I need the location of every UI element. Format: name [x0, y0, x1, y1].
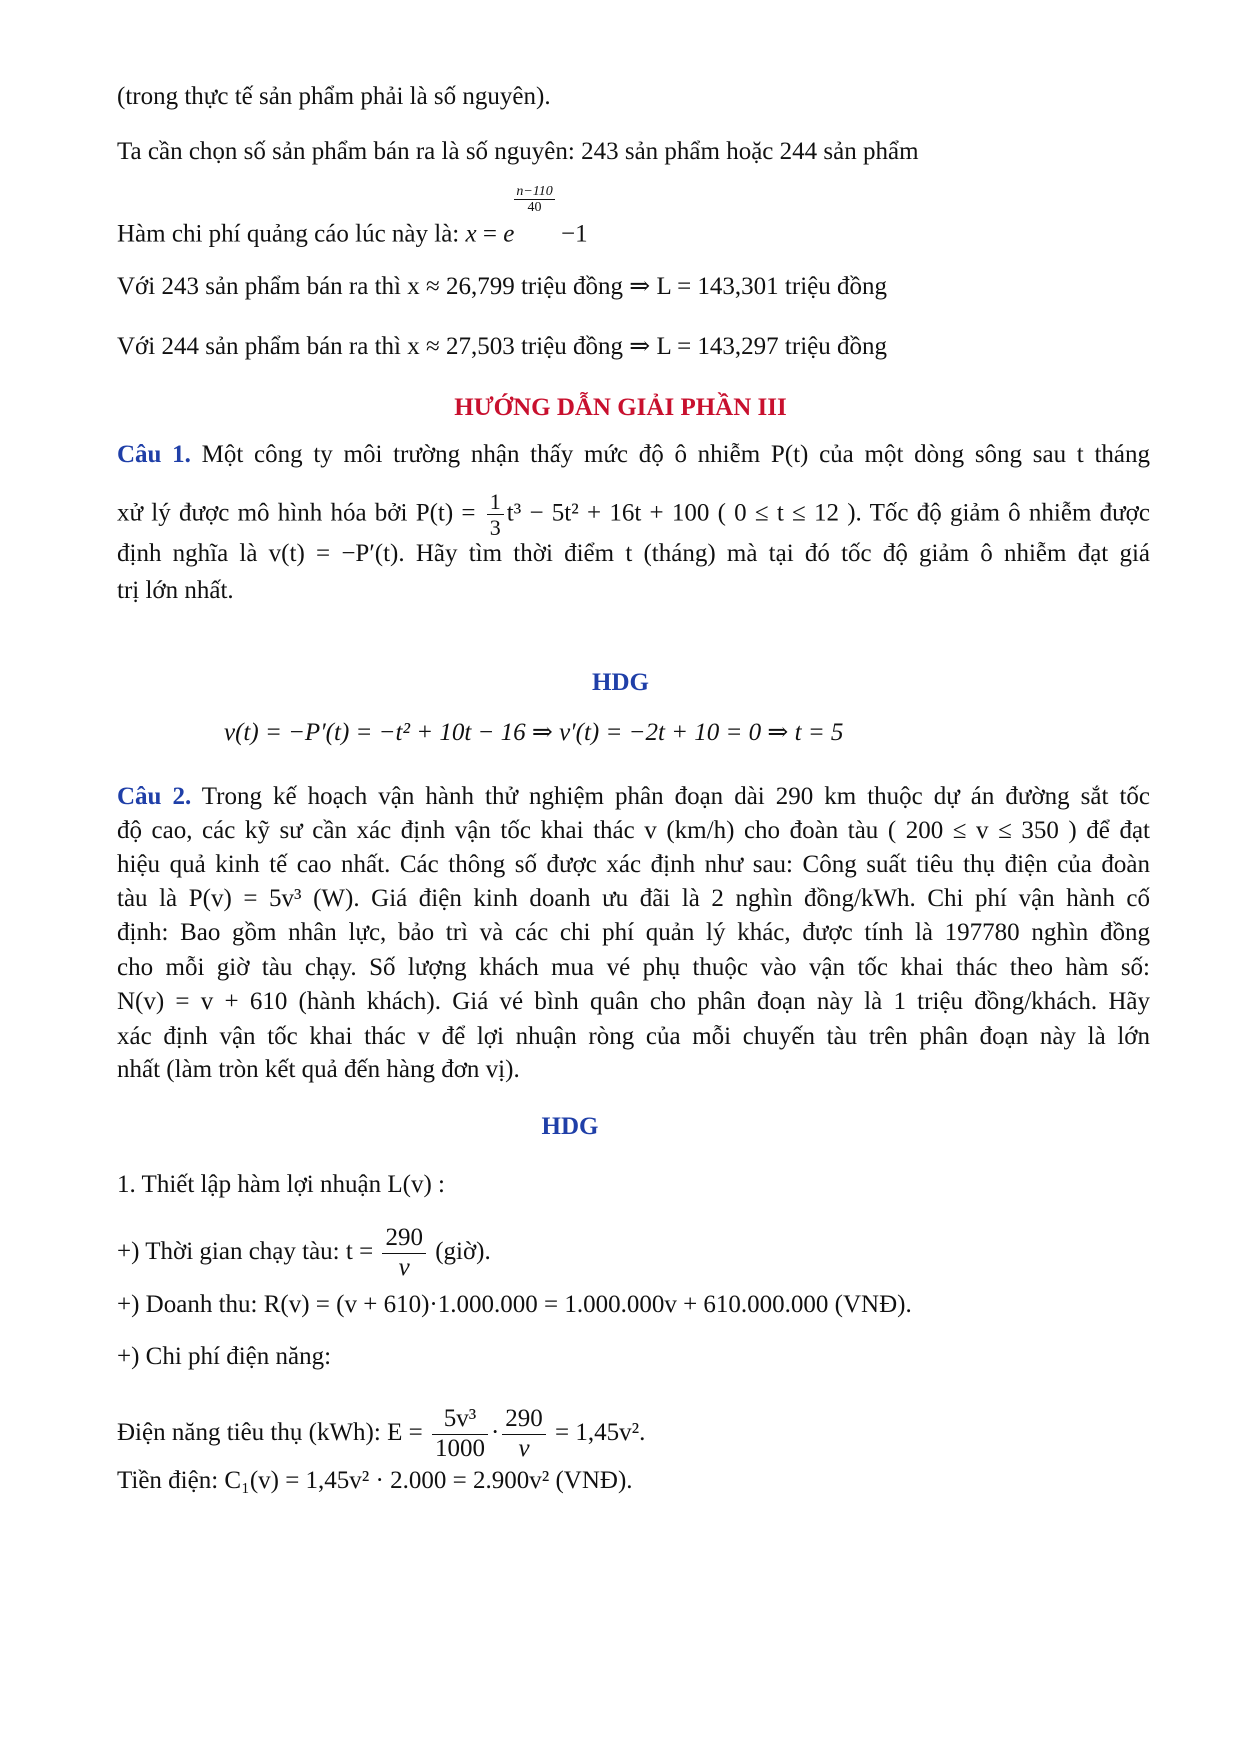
q2-line: xác định vận tốc khai thác v để lợi nhuận ròng của mỗi chuyến tàu trên phân đoạn này là lớn: [117, 1023, 1150, 1050]
fraction: [502, 1405, 546, 1464]
fraction: [382, 1224, 426, 1283]
q2-line: hiệu quả kinh tế cao nhất. Các thông số được xác định như sau: Công suất tiêu thụ điện của đoàn: [117, 851, 1150, 878]
q2-line: định: Bao gồm nhân lực, bảo trì và các chi phí quản lý khác, được tính là 197780 nghìn đồng: [117, 919, 1150, 946]
fraction-denominator: 1000: [434, 1434, 485, 1462]
text: t³ − 5t² + 16t + 100 ( 0 ≤ t ≤ 12 ). Tốc độ giảm ô nhiễm được: [506, 499, 1150, 527]
hdg-heading: HDG: [592, 669, 649, 696]
math-x-equals: x: [465, 220, 477, 248]
text-line: Với 244 sản phẩm bán ra thì x ≈ 27,503 triệu đồng ⇒ L = 143,297 triệu đồng: [117, 333, 887, 360]
fraction: [487, 489, 504, 541]
fraction-denominator: 3: [489, 515, 501, 541]
q2-line: nhất (làm tròn kết quả đến hàng đơn vị).: [117, 1056, 520, 1083]
text: Hàm chi phí quảng cáo lúc này là:: [117, 220, 466, 248]
fraction-numerator: 1: [487, 489, 504, 515]
solution-step: 1. Thiết lập hàm lợi nhuận L(v) :: [117, 1171, 445, 1198]
math-e: e: [503, 220, 515, 248]
exponent-numerator: n−110: [516, 184, 553, 199]
solution-step: [117, 1224, 491, 1283]
q1-solution: v(t) = −P′(t) = −t² + 10t − 16 ⇒ v′(t) = −2t + 10 = 0 ⇒ t = 5: [224, 719, 844, 746]
solution-step: Tiền điện: C₁(v) = 1,45v² · 2.000 = 2.900v² (VNĐ).: [117, 1467, 633, 1494]
q1-label: Câu 1.: [117, 441, 191, 468]
text-line: Ta cần chọn số sản phẩm bán ra là số nguyên: 243 sản phẩm hoặc 244 sản phẩm: [117, 138, 919, 165]
text: Trong kế hoạch vận hành thử nghiệm phân đoạn dài 290 km thuộc dự án đường sắt tốc: [191, 783, 1150, 810]
text-line: (trong thực tế sản phẩm phải là số nguyên).: [117, 83, 551, 110]
text: +) Thời gian chạy tàu: t =: [117, 1237, 380, 1265]
exponent-denominator: 40: [527, 200, 542, 216]
q1-line: trị lớn nhất.: [117, 577, 234, 604]
text: Một công ty môi trường nhận thấy mức độ ô nhiễm P(t) của một dòng sông sau t tháng: [190, 441, 1150, 468]
q2-line: độ cao, các kỹ sư cần xác định vận tốc khai thác v (km/h) cho đoàn tàu ( 200 ≤ v ≤ 350 ) để đạt: [117, 817, 1150, 844]
text: (giờ).: [428, 1237, 491, 1265]
q2-line: tàu là P(v) = 5v³ (W). Giá điện kinh doanh ưu đãi là 2 nghìn đồng/kWh. Chi phí vận hành cố: [117, 885, 1150, 912]
solution-step: +) Doanh thu: R(v) = (v + 610)·1.000.000 = 1.000.000v + 610.000.000 (VNĐ).: [117, 1291, 912, 1318]
exponent-fraction: [514, 184, 554, 216]
q1-line: định nghĩa là v(t) = −P′(t). Hãy tìm thời điểm t (tháng) mà tại đó tốc độ giảm ô nhiễm đạt giá: [117, 540, 1150, 567]
fraction-numerator: 290: [382, 1224, 426, 1254]
text: Điện năng tiêu thụ (kWh): E =: [117, 1418, 429, 1446]
text: −1: [554, 220, 588, 248]
q2-line: N(v) = v + 610 (hành khách). Giá vé bình quân cho phân đoạn này là 1 triệu đồng/khách. Hãy: [117, 988, 1150, 1015]
text: xử lý được mô hình hóa bởi P(t) =: [117, 499, 484, 527]
text: = 1,45v².: [548, 1418, 646, 1446]
solution-step: +) Chi phí điện năng:: [117, 1343, 332, 1370]
q2-label: Câu 2.: [117, 783, 192, 810]
q2-line: cho mỗi giờ tàu chạy. Số lượng khách mua vé phụ thuộc vào vận tốc khai thác theo hàm số:: [117, 954, 1150, 981]
cost-function-line: Hàm chi phí quảng cáo lúc này là: x = e $\frac{n-110}{40}$ −1: [117, 184, 588, 248]
hdg-heading: HDG: [541, 1113, 599, 1140]
fraction-numerator: 290: [502, 1405, 546, 1435]
text-line: Với 243 sản phẩm bán ra thì x ≈ 26,799 triệu đồng ⇒ L = 143,301 triệu đồng: [117, 273, 887, 300]
fraction-numerator: 5v³: [432, 1405, 488, 1435]
solution-step: Điện năng tiêu thụ (kWh): E = $\frac{\text{5v³}}{1000}$ · $\frac{290}{v}$ = 1,45v².: [117, 1405, 646, 1462]
fraction-denominator: v: [518, 1434, 530, 1462]
fraction: [432, 1405, 488, 1464]
fraction-denominator: v: [398, 1253, 410, 1281]
section-title: HƯỚNG DẪN GIẢI PHẦN III: [454, 394, 787, 421]
